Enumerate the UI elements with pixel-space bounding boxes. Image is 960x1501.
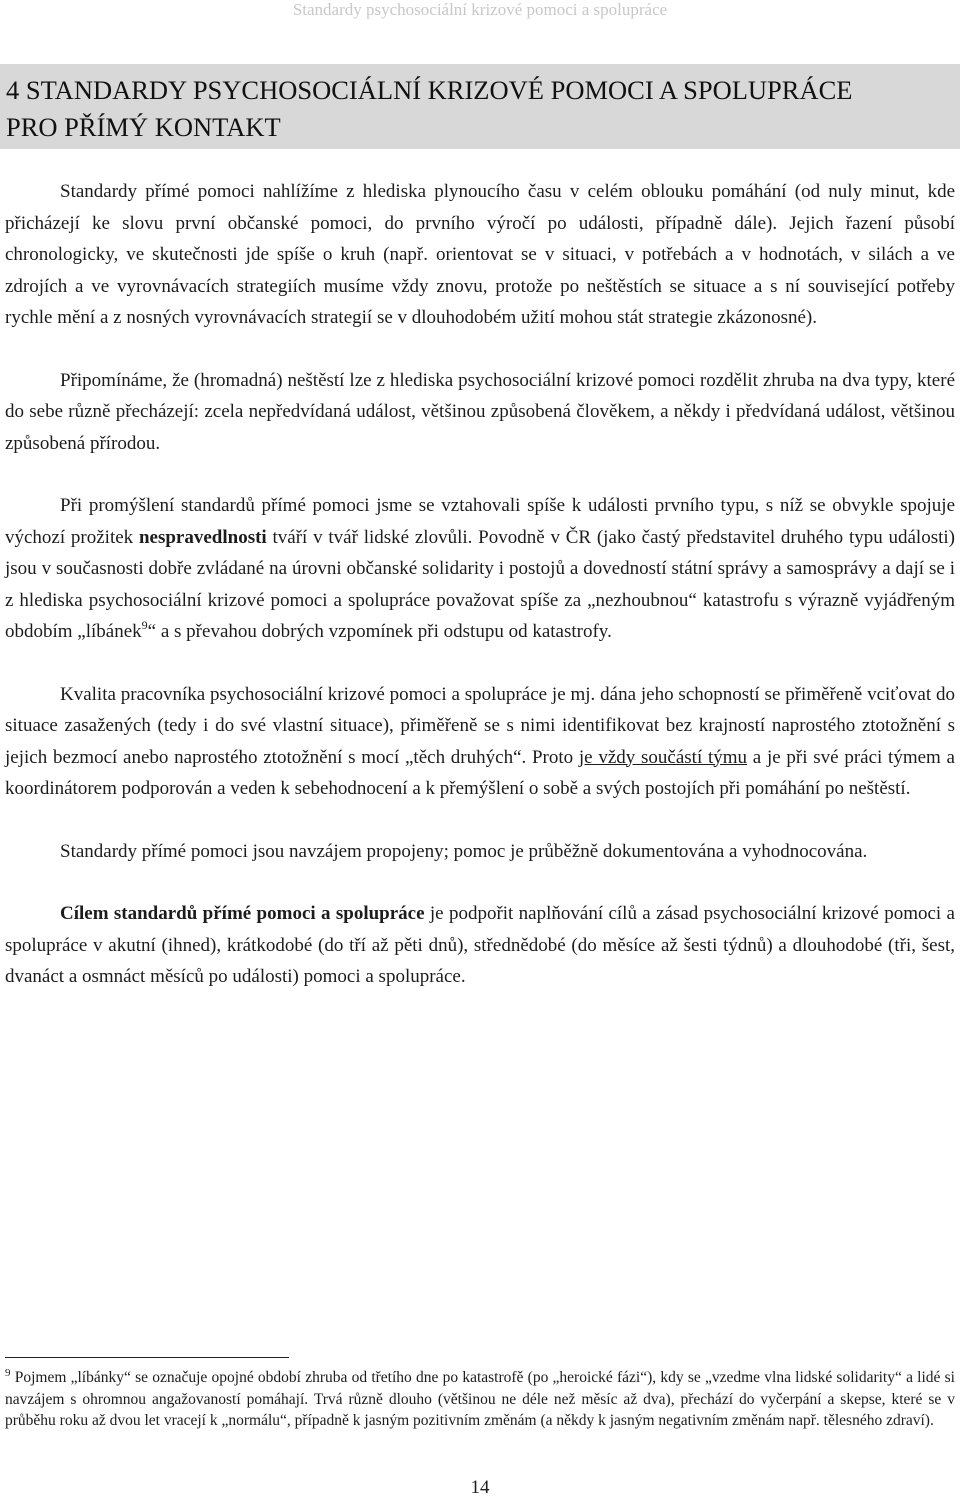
paragraph-time-arc: Standardy přímé pomoci nahlížíme z hlediska plynoucího času v celém oblouku pomáhání (od nuly minut, kde přicházejí ke slovu první občanské pomoci, do prvního výročí po události, případně dále). Jejich řazení působí chronologicky, ve skutečnosti jde spíše o kruh (např. orientovat se v situaci, v potřebách a v hodnotách, v silách a ve zdrojích a ve vyrovnávacích strategiích musíme vždy znovu, protože po neštěstích se situace a s ní související potřeby rychle mění a z nosných vyrovnávacích strategií se v dlouhodobém užití mohou stát strategie zkázonosné). (5, 181, 955, 328)
paragraph-worker-quality (5, 679, 955, 805)
paragraph-text: je podpořit naplňování cílů a zásad psychosociální krizové pomoci a spolupráce v akutní (ihned), krátkodobé (do tří až pěti dnů), střednědobé (do měsíce až šesti týdnů) a dlouhodobé (tři, šest, dvanáct a osmnáct měsíců po události) pomoci a spolupráce. (5, 903, 955, 987)
footnote-text: Pojmem „líbánky“ se označuje opojné období zhruba od třetího dne po katastrofě (po „heroické fázi“), kdy se „vzedme vlna lidské solidarity“ a lidé si navzájem s ohromnou angažovaností pomáhají. Trvá různě dlouho (většinou ne déle než měsíc až dva), přechází do vyčerpání a skepse, které se v průběhu roku až dvou let vracejí k „normálu“, případně k jasným pozitivním změnám (a někdy k jasným negativním změnám např. tělesného zdraví). (5, 1369, 955, 1429)
emphasis-nespravedlnosti: nespravedlnosti (138, 526, 267, 548)
footnote (5, 1367, 955, 1432)
running-header: Standardy psychosociální krizové pomoci a spolupráce (292, 0, 668, 19)
emphasis-goal: Cílem standardů přímé pomoci a spolupráce (60, 903, 425, 924)
underlined-team-phrase: je vždy součástí týmu (578, 746, 748, 768)
page-number: 14 (470, 1477, 490, 1498)
paragraph-text: tváří v tvář lidské zlovůli. Povodně v ČR (jako častý představitel druhého typu události) jsou v současnosti dobře zvládané na úrovni občanské solidarity i postojů a dovedností státní správy a samosprávy a dají se i z hlediska psychosociální krizové pomoci a spolupráce považovat spíše za „nezhoubnou“ katastrofu s výrazně vyjádřeným obdobím „líbánek (5, 526, 955, 642)
chapter-heading-line-1: 4 STANDARDY PSYCHOSOCIÁLNÍ KRIZOVÉ POMOCI A SPOLUPRÁCE (6, 75, 853, 105)
paragraph-text: Při promýšlení standardů přímé pomoci jsme se vztahovali spíše k události prvního typu, s níž se obvykle spojuje výchozí prožitek (5, 495, 955, 548)
footnote-separator (5, 1357, 289, 1358)
paragraph-text: “ a s převahou dobrých vzpomínek při odstupu od katastrofy. (147, 621, 612, 642)
footnote-reference[interactable]: 9 (141, 618, 148, 632)
paragraph-first-type-focus (5, 490, 955, 648)
paragraph-disaster-types: Připomínáme, že (hromadná) neštěstí lze z hlediska psychosociální krizové pomoci rozdělit zhruba na dva typy, které do sebe různě přecházejí: zcela nepředvídaná událost, většinou způsobená člověkem, a někdy i předvídaná událost, většinou způsobená přírodou. (5, 369, 955, 454)
chapter-heading (0, 64, 960, 149)
body-text (5, 176, 955, 1024)
footnote-marker: 9 (5, 1367, 11, 1379)
paragraph-goal (5, 898, 955, 993)
paragraph-text: Kvalita pracovníka psychosociální krizové pomoci a spolupráce je mj. dána jeho schopností se přiměřeně vciťovat do situace zasažených (tedy i do své vlastní situace), přiměřeně se s nimi identifikovat bez krajností naprostého ztotožnění s jejich bezmocí anebo naprostého ztotožnění s mocí „těch druhých“. Proto (5, 683, 955, 768)
chapter-heading-line-2: PRO PŘÍMÝ KONTAKT (6, 112, 281, 142)
paragraph-text: a je při své práci týmem a koordinátorem podporován a veden k sebehodnocení a k přemýšlení o sobě a svých postojích při pomáhání po neštěstí. (5, 746, 955, 799)
paragraph-interconnected-standards: Standardy přímé pomoci jsou navzájem propojeny; pomoc je průběžně dokumentována a vyhodnocována. (60, 840, 868, 862)
